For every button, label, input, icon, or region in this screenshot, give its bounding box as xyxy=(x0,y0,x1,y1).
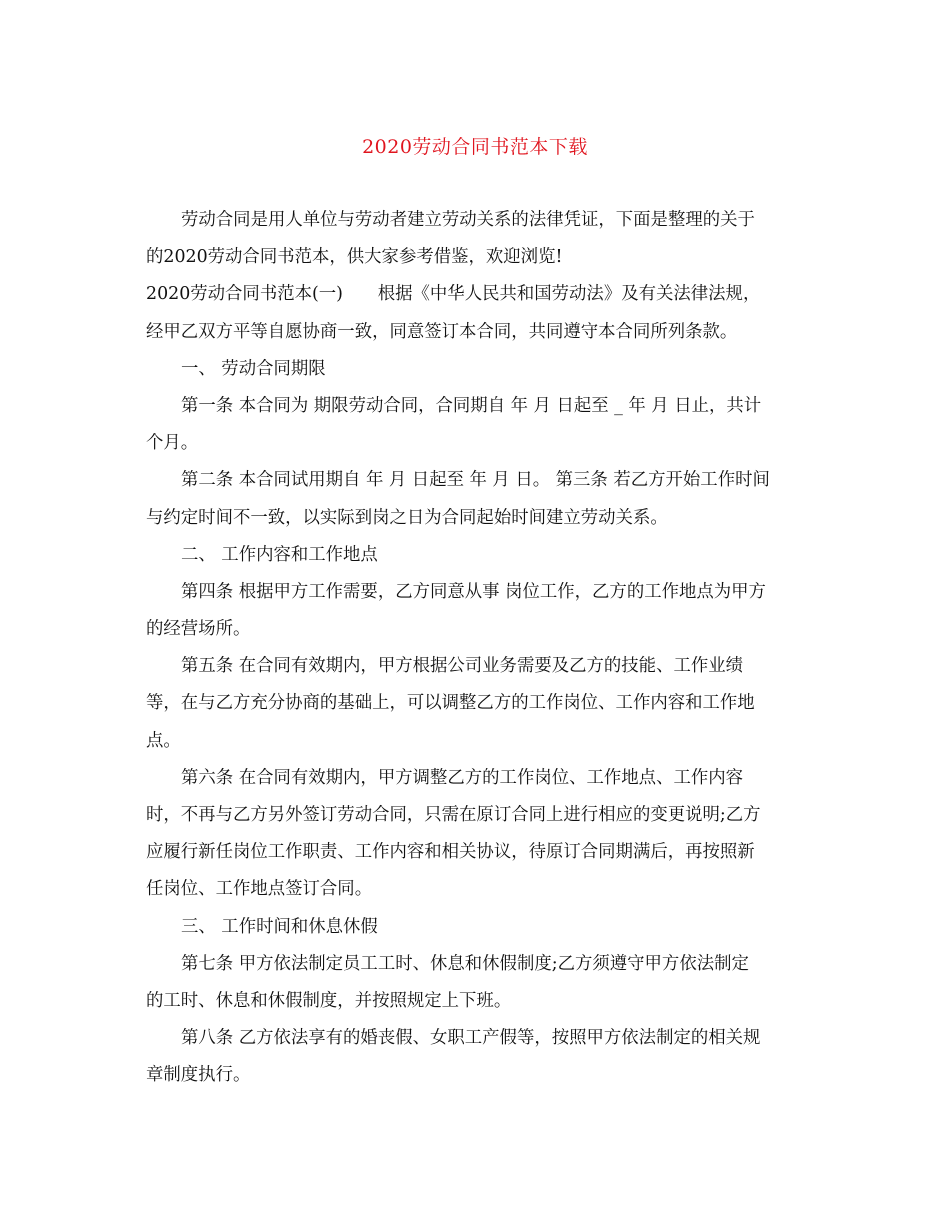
text-line: 劳动合同是用人单位与劳动者建立劳动关系的法律凭证，下面是整理的关于 xyxy=(181,210,755,230)
text-line: 第一条 本合同为 期限劳动合同，合同期自 年 月 日起至 _ 年 月 日止，共计 xyxy=(181,395,762,416)
section-heading: 三、 工作时间和休息休假 xyxy=(181,916,378,937)
text-line: 第五条 在合同有效期内，甲方根据公司业务需要及乙方的技能、工作业绩 xyxy=(181,656,744,677)
text-line: 第七条 甲方依法制定员工工时、休息和休假制度;乙方须遵守甲方依法制定 xyxy=(181,953,749,974)
document-title: 2020劳动合同书范本下载 xyxy=(362,136,588,158)
text-line: 与约定时间不一致，以实际到岗之日为合同起始时间建立劳动关系。 xyxy=(146,507,668,528)
text-line: 第二条 本合同试用期自 年 月 日起至 年 月 日。 第三条 若乙方开始工作时间 xyxy=(181,470,770,491)
text-line: 第八条 乙方依法享有的婚丧假、女职工产假等，按照甲方依法制定的相关规 xyxy=(181,1028,761,1049)
text-line: 第六条 在合同有效期内，甲方调整乙方的工作岗位、工作地点、工作内容 xyxy=(181,767,744,788)
text-line: 的工时、休息和休假制度，并按照规定上下班。 xyxy=(146,990,512,1011)
text-line: 时，不再与乙方另外签订劳动合同，只需在原订合同上进行相应的变更说明;乙方 xyxy=(146,805,761,825)
text-line: 任岗位、工作地点签订合同。 xyxy=(146,879,373,900)
text-line: 个月。 xyxy=(146,433,199,454)
section-heading: 一、 劳动合同期限 xyxy=(181,358,326,379)
text-line: 等，在与乙方充分协商的基础上，可以调整乙方的工作岗位、工作内容和工作地 xyxy=(146,693,755,714)
text-line: 的2020劳动合同书范本，供大家参考借鉴，欢迎浏览! xyxy=(146,247,563,268)
section-heading: 二、 工作内容和工作地点 xyxy=(181,544,378,565)
text-line: 应履行新任岗位工作职责、工作内容和相关协议，待原订合同期满后，再按照新 xyxy=(146,842,755,863)
document-body xyxy=(146,202,806,1095)
text-line: 的经营场所。 xyxy=(146,619,251,640)
text-line: 第四条 根据甲方工作需要，乙方同意从事 岗位工作，乙方的工作地点为甲方 xyxy=(181,581,766,602)
text-line: 点。 xyxy=(146,730,181,751)
text-line: 经甲乙双方平等自愿协商一致，同意签订本合同，共同遵守本合同所列条款。 xyxy=(146,321,738,342)
text-line: 章制度执行。 xyxy=(146,1065,251,1086)
text-line: 2020劳动合同书范本(一) 根据《中华人民共和国劳动法》及有关法律法规， xyxy=(146,284,761,305)
